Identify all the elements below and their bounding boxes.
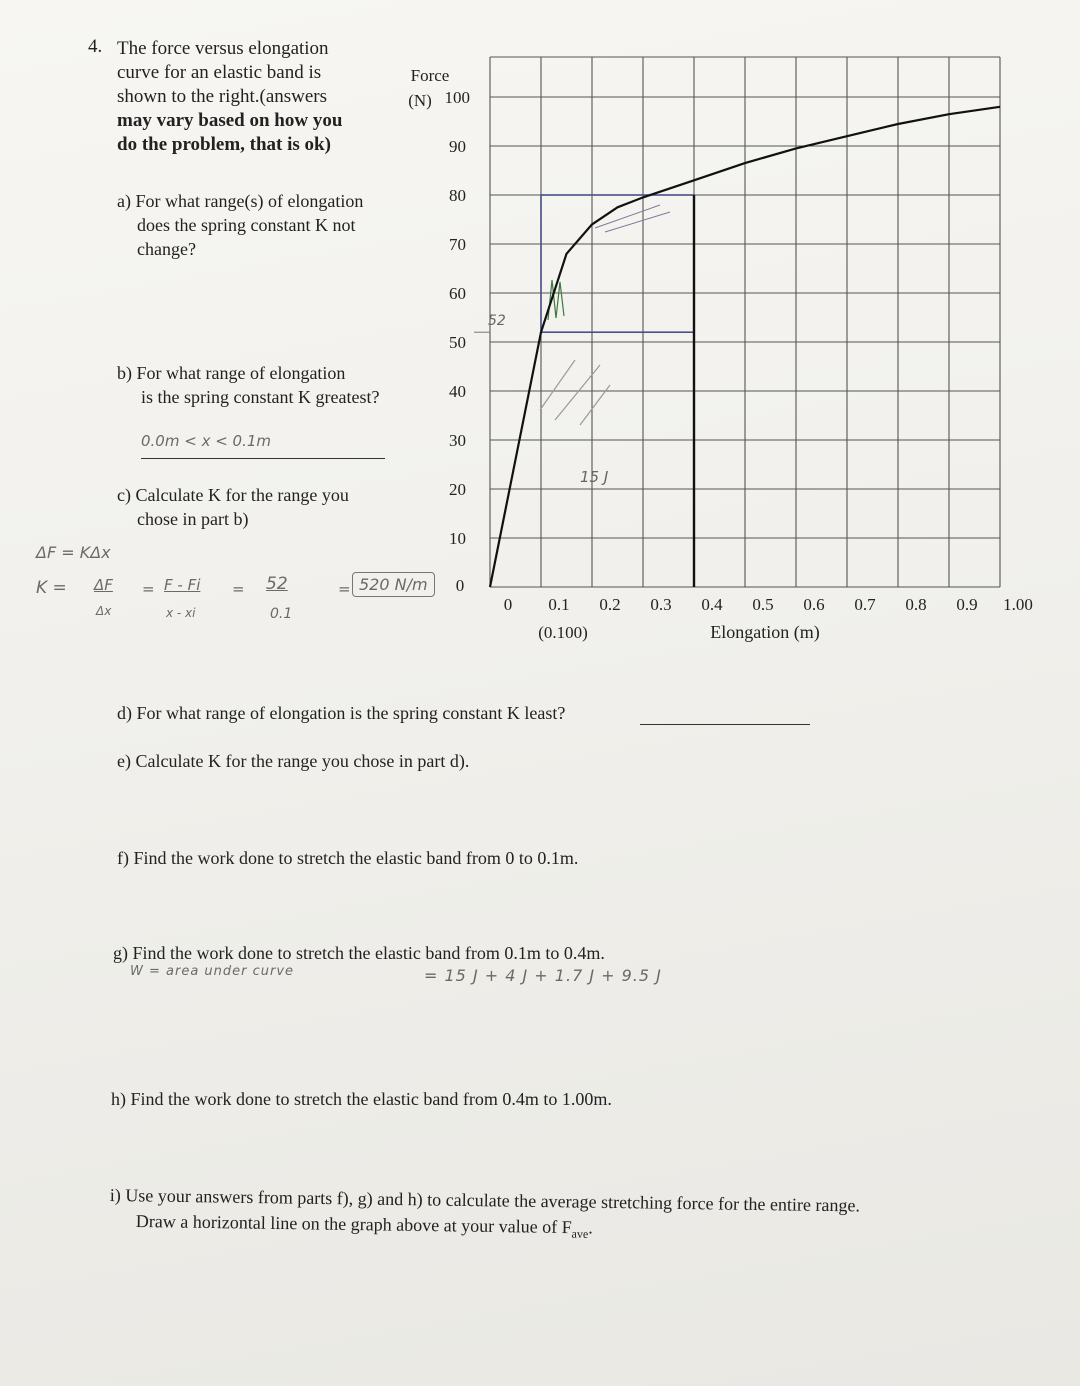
question-c-line-1: c) Calculate K for the range you <box>117 485 349 505</box>
y-tick-label: 30 <box>449 431 466 450</box>
question-g: g) Find the work done to stretch the elastic band from 0.1m to 0.4m. <box>113 943 605 963</box>
work-c-k: K = <box>36 578 67 598</box>
y-tick-label: 20 <box>449 480 466 499</box>
work-c-eq1: = <box>142 580 155 598</box>
x-tick-label: 0.9 <box>956 595 978 614</box>
graph-label-15j: 15 J <box>580 468 609 486</box>
intro-line-1: The force versus elongation <box>117 38 329 59</box>
x-tick-label: 0.5 <box>752 595 774 614</box>
y-tick-label: 10 <box>449 529 466 548</box>
question-c-line-2: chose in part b) <box>137 509 249 529</box>
note-line-1: may vary based on how you <box>117 110 343 131</box>
answer-g-left: W = area under curve <box>130 964 295 979</box>
answer-d-line <box>640 724 810 725</box>
x-extra-label: (0.100) <box>538 623 588 642</box>
x-tick-label: 0.4 <box>701 595 723 614</box>
pencil-hatching <box>540 360 610 425</box>
question-b-line-2: is the spring constant K greatest? <box>141 387 380 407</box>
x-tick-label: 0.7 <box>854 595 876 614</box>
work-c-equation: ΔF = KΔx <box>36 543 111 562</box>
question-d: d) For what range of elongation is the spring constant K least? <box>117 703 566 723</box>
work-c-result: 520 N/m <box>352 572 435 597</box>
y-tick-label: 70 <box>449 235 466 254</box>
answer-b-handwritten: 0.0m < x < 0.1m <box>141 432 272 450</box>
question-b-line-1: b) For what range of elongation <box>117 363 346 383</box>
question-e: e) Calculate K for the range you chose in part d). <box>117 751 470 771</box>
question-i-subscript: ave <box>571 1226 589 1241</box>
work-c-frac3-num: 52 <box>266 574 288 594</box>
y-tick-label: 80 <box>449 186 466 205</box>
y-tick-label: 0 <box>455 576 465 595</box>
y-tick-label: 90 <box>449 137 466 156</box>
force-elongation-chart <box>0 0 1080 680</box>
work-c-eq3: = <box>338 580 351 598</box>
y-tick-label: 40 <box>449 382 466 401</box>
question-i-line-2 <box>136 1210 593 1245</box>
question-f: f) Find the work done to stretch the elastic band from 0 to 0.1m. <box>117 848 579 868</box>
x-tick-label: 0.1 <box>548 595 570 614</box>
answer-g-right: = 15 J + 4 J + 1.7 J + 9.5 J <box>424 966 662 985</box>
question-a-line-1: a) For what range(s) of elongation <box>117 191 364 211</box>
y-tick-label: 100 <box>444 88 470 107</box>
work-c-eq2: = <box>232 580 245 598</box>
y-tick-label: 60 <box>449 284 466 303</box>
question-i-period: . <box>588 1217 593 1238</box>
question-h: h) Find the work done to stretch the elastic band from 0.4m to 1.00m. <box>111 1089 612 1109</box>
note-line-2: do the problem, that is ok) <box>117 134 331 155</box>
x-tick-label: 0.3 <box>650 595 672 614</box>
graph-label-52: 52 <box>488 313 506 329</box>
y-axis-label-line1: Force <box>410 66 450 85</box>
question-a-line-2: does the spring constant K not <box>137 215 356 235</box>
x-tick-label: 0.8 <box>905 595 927 614</box>
top-hatching <box>595 205 670 232</box>
work-c-frac2-num: F - Fi <box>164 576 201 594</box>
intro-line-2: curve for an elastic band is <box>117 62 322 83</box>
question-i-text: Draw a horizontal line on the graph above at your value of F <box>135 1210 572 1238</box>
question-a-line-3: change? <box>137 239 196 259</box>
x-axis-label: Elongation (m) <box>710 622 820 642</box>
work-c-frac1-den: Δx <box>96 604 112 618</box>
x-tick-label: 0.6 <box>803 595 825 614</box>
work-c-frac3-den: 0.1 <box>270 606 293 622</box>
question-i-line-1: i) Use your answers from parts f), g) and h) to calculate the average stretching force for the entire range. <box>109 1184 861 1216</box>
y-tick-label: 50 <box>449 333 466 352</box>
x-tick-label: 1.00 <box>1003 595 1033 614</box>
x-tick-label: 0 <box>503 595 513 614</box>
work-c-frac1-num: ΔF <box>94 576 113 594</box>
y-axis-label-line2: (N) <box>408 91 432 110</box>
problem-number: 4. <box>88 36 103 57</box>
work-c-frac2-den: x - xi <box>166 606 196 620</box>
intro-line-3: shown to the right.(answers <box>117 86 328 107</box>
x-tick-label: 0.2 <box>599 595 621 614</box>
